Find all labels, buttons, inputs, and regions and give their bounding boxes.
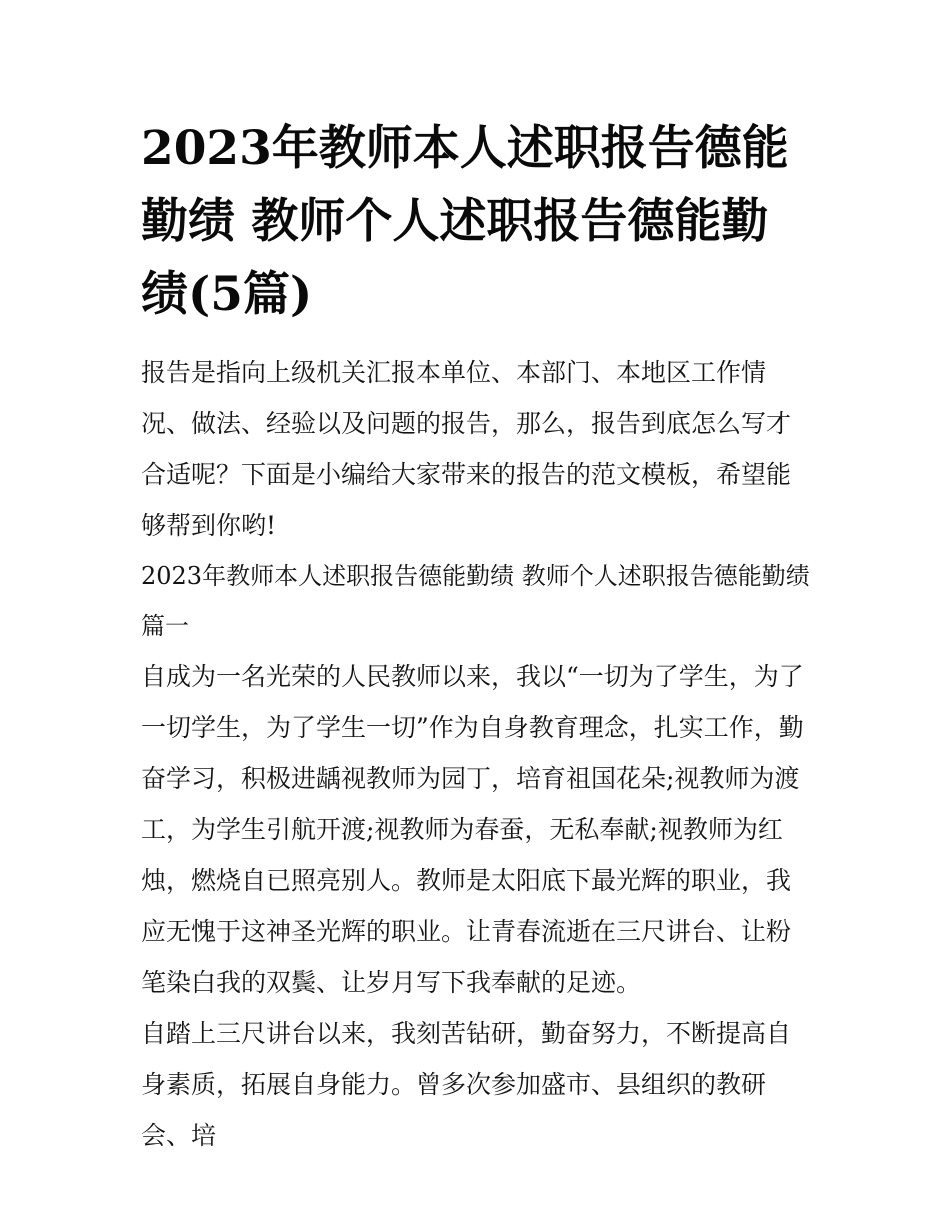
document-title: 2023年教师本人述职报告德能勤绩 教师个人述职报告德能勤绩(5篇) (141, 121, 789, 322)
body-paragraph: 自成为一名光荣的人民教师以来，我以“一切为了学生，为了一切学生，为了学生一切”作为自身教育理念，扎实工作，勤奋学习，积极进龋视教师为园丁，培育祖国花朵;视教师为渡工，为学生引航开渡;视教师为春蚕，无私奉献;视教师为红烛，燃烧自已照亮别人。教师是太阳底下最光辉的职业，我应无愧于这神圣光辉的职业。让青春流逝在三尺讲台、让粉笔染白我的双鬓、让岁月写下我奉献的足迹。 (141, 662, 804, 997)
document-page (141, 112, 813, 1161)
intro-paragraph: 报告是指向上级机关汇报本单位、本部门、本地区工作情况、做法、经验以及问题的报告，那么，报告到底怎么写才合适呢？下面是小编给大家带来的报告的范文模板，希望能够帮到你哟! (141, 358, 792, 540)
section-heading: 2023年教师本人述职报告德能勤绩 教师个人述职报告德能勤绩篇一 (141, 562, 810, 640)
body-paragraph: 自踏上三尺讲台以来，我刻苦钻研，勤奋努力，不断提高自身素质，拓展自身能力。曾多次参加盛市、县组织的教研会、培 (141, 1019, 792, 1150)
